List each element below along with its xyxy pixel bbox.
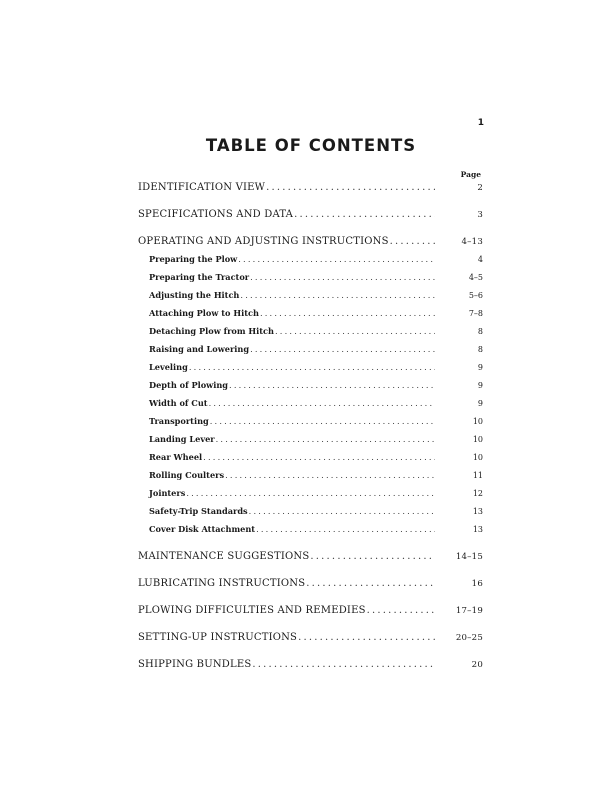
toc-subsection-row <box>138 376 483 394</box>
toc-section-row <box>138 603 483 619</box>
toc-section-label: SPECIFICATIONS AND DATA <box>138 209 294 220</box>
toc-subsection-pages: 9 <box>477 381 483 390</box>
toc-subsection-pages: 9 <box>477 399 483 408</box>
toc-subsection-pages: 4–5 <box>468 273 483 282</box>
toc-subsection-pages: 8 <box>477 345 483 354</box>
toc-section-row <box>138 180 483 196</box>
dot-leader <box>310 549 435 565</box>
toc-subsection-label: Adjusting the Hitch <box>149 290 240 300</box>
table-of-contents <box>138 180 483 673</box>
dot-leader <box>250 268 435 286</box>
dot-leader <box>189 358 435 376</box>
toc-subsection-label: Preparing the Plow <box>149 254 238 264</box>
toc-subsection-row <box>138 520 483 538</box>
toc-section-pages: 3 <box>477 210 483 220</box>
dot-leader <box>367 603 435 619</box>
toc-section-row <box>138 630 483 646</box>
toc-subsection-row <box>138 502 483 520</box>
toc-section-label: OPERATING AND ADJUSTING INSTRUCTIONS <box>138 236 389 247</box>
dot-leader <box>216 430 435 448</box>
dot-leader <box>186 484 435 502</box>
dot-leader <box>260 304 435 322</box>
dot-leader <box>306 576 435 592</box>
toc-subsection-label: Safety-Trip Standards <box>149 506 248 516</box>
toc-subsection-row <box>138 448 483 466</box>
toc-subsection-row <box>138 250 483 268</box>
toc-section-label: LUBRICATING INSTRUCTIONS <box>138 578 306 589</box>
toc-section-pages: 17–19 <box>455 606 483 616</box>
toc-section-row <box>138 207 483 223</box>
toc-subsection-label: Width of Cut <box>149 398 208 408</box>
page-title: TABLE OF CONTENTS <box>205 136 417 155</box>
dot-leader <box>256 520 435 538</box>
toc-subsection-pages: 10 <box>472 453 483 462</box>
dot-leader <box>390 234 435 250</box>
page-column-label: Page <box>460 170 481 179</box>
toc-subsection-row <box>138 358 483 376</box>
dot-leader <box>238 250 435 268</box>
dot-leader <box>225 466 435 484</box>
toc-subsection-label: Transporting <box>149 416 209 426</box>
toc-subsection-pages: 9 <box>477 363 483 372</box>
toc-subsection-label: Leveling <box>149 362 188 372</box>
toc-subsection-row <box>138 484 483 502</box>
toc-subsection-row <box>138 466 483 484</box>
dot-leader <box>252 657 435 673</box>
dot-leader <box>294 207 435 223</box>
toc-subsection-pages: 10 <box>472 435 483 444</box>
dot-leader <box>203 448 435 466</box>
toc-subsection-label: Preparing the Tractor <box>149 272 250 282</box>
toc-section-row <box>138 549 483 565</box>
toc-subsection-label: Cover Disk Attachment <box>149 524 256 534</box>
page-number: 1 <box>477 118 484 128</box>
toc-section-label: SETTING-UP INSTRUCTIONS <box>138 632 298 643</box>
dot-leader <box>210 412 435 430</box>
toc-subsection-row <box>138 304 483 322</box>
toc-section-row <box>138 234 483 250</box>
toc-subsection-label: Raising and Lowering <box>149 344 250 354</box>
dot-leader <box>240 286 435 304</box>
toc-subsection-label: Depth of Plowing <box>149 380 229 390</box>
dot-leader <box>229 376 435 394</box>
toc-subsection-pages: 13 <box>472 525 483 534</box>
toc-subsection-row <box>138 286 483 304</box>
dot-leader <box>209 394 435 412</box>
dot-leader <box>250 340 435 358</box>
toc-subsection-label: Rear Wheel <box>149 452 203 462</box>
toc-subsection-label: Jointers <box>149 488 186 498</box>
toc-section-label: IDENTIFICATION VIEW <box>138 182 266 193</box>
toc-subsection-pages: 8 <box>477 327 483 336</box>
toc-subsection-label: Rolling Coulters <box>149 470 225 480</box>
dot-leader <box>275 322 435 340</box>
toc-section-row <box>138 657 483 673</box>
toc-subsection-pages: 10 <box>472 417 483 426</box>
toc-section-label: SHIPPING BUNDLES <box>138 659 252 670</box>
toc-subsection-pages: 4 <box>477 255 483 264</box>
toc-section-pages: 16 <box>471 579 483 589</box>
toc-subsection-row <box>138 394 483 412</box>
toc-subsection-pages: 7–8 <box>468 309 483 318</box>
toc-subsection-label: Detaching Plow from Hitch <box>149 326 274 336</box>
toc-section-pages: 2 <box>477 183 483 193</box>
toc-section-label: MAINTENANCE SUGGESTIONS <box>138 551 310 562</box>
toc-subsection-row <box>138 322 483 340</box>
toc-subsection-row <box>138 430 483 448</box>
dot-leader <box>266 180 435 196</box>
toc-subsection-pages: 5–6 <box>468 291 483 300</box>
toc-section-pages: 14–15 <box>455 552 483 562</box>
dot-leader <box>249 502 435 520</box>
toc-subsection-label: Landing Lever <box>149 434 215 444</box>
toc-subsection-label: Attaching Plow to Hitch <box>149 308 259 318</box>
toc-subsection-row <box>138 268 483 286</box>
toc-section-pages: 20–25 <box>455 633 483 643</box>
toc-section-row <box>138 576 483 592</box>
toc-section-label: PLOWING DIFFICULTIES AND REMEDIES <box>138 605 366 616</box>
toc-subsection-row <box>138 412 483 430</box>
toc-section-pages: 4–13 <box>461 237 483 247</box>
toc-subsection-pages: 11 <box>472 471 483 480</box>
toc-subsection-pages: 12 <box>472 489 483 498</box>
toc-section-pages: 20 <box>471 660 483 670</box>
dot-leader <box>298 630 435 646</box>
toc-subsection-row <box>138 340 483 358</box>
toc-subsection-pages: 13 <box>472 507 483 516</box>
